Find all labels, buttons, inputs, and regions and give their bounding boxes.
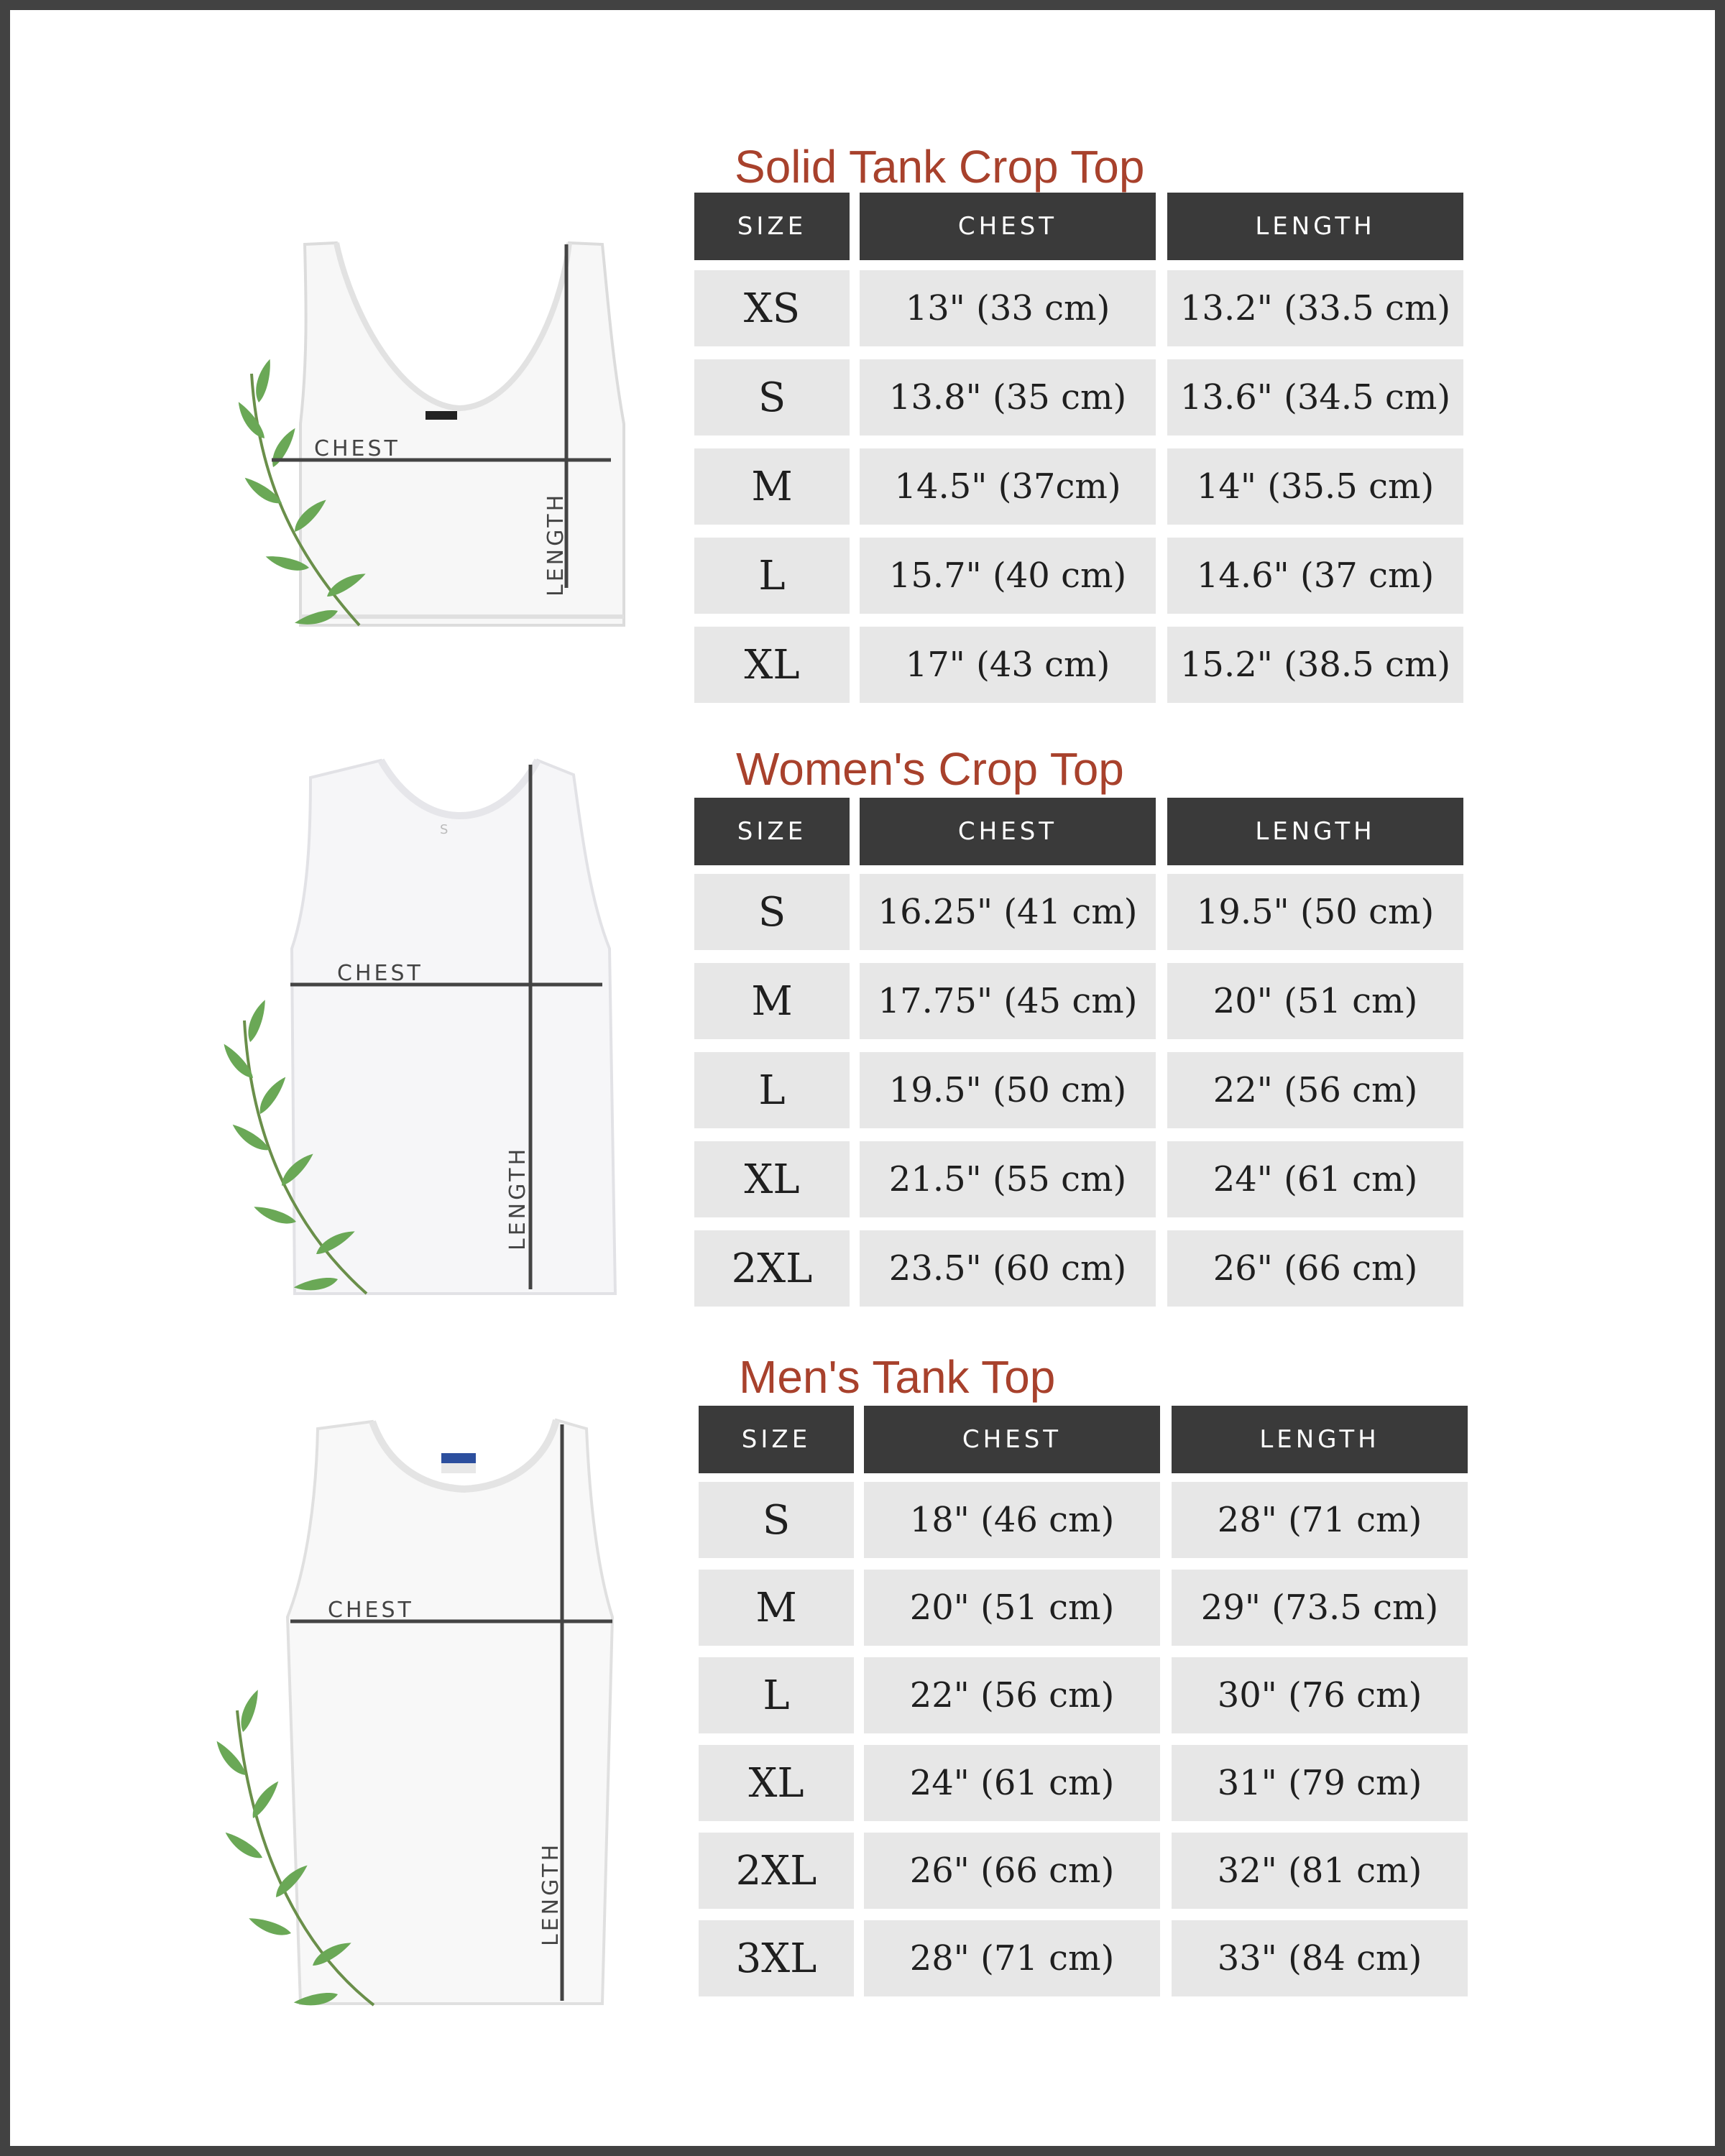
chest-cell: 28" (71 cm) (864, 1920, 1160, 1996)
header-size: SIZE (699, 1406, 854, 1473)
chest-cell: 24" (61 cm) (864, 1745, 1160, 1821)
header-chest: CHEST (860, 798, 1156, 865)
size-cell: 2XL (694, 1230, 850, 1307)
header-chest: CHEST (860, 193, 1156, 260)
chest-cell: 26" (66 cm) (864, 1833, 1160, 1909)
size-cell: S (694, 874, 850, 950)
header-length: LENGTH (1167, 798, 1463, 865)
length-cell: 24" (61 cm) (1167, 1141, 1463, 1217)
length-label: LENGTH (505, 1146, 530, 1250)
chest-cell: 20" (51 cm) (864, 1570, 1160, 1646)
table-title: Men's Tank Top (739, 1351, 1056, 1403)
length-cell: 29" (73.5 cm) (1172, 1570, 1468, 1646)
length-cell: 19.5" (50 cm) (1167, 874, 1463, 950)
chest-cell: 14.5" (37cm) (860, 448, 1156, 525)
size-cell: M (699, 1570, 854, 1646)
length-cell: 14" (35.5 cm) (1167, 448, 1463, 525)
length-cell: 20" (51 cm) (1167, 963, 1463, 1039)
length-label: LENGTH (538, 1841, 564, 1946)
header-chest: CHEST (864, 1406, 1160, 1473)
crop-tank-illustration (300, 243, 624, 625)
chest-cell: 13" (33 cm) (860, 270, 1156, 346)
chest-cell: 13.8" (35 cm) (860, 359, 1156, 436)
size-cell: S (699, 1482, 854, 1558)
length-cell: 31" (79 cm) (1172, 1745, 1468, 1821)
header-length: LENGTH (1167, 193, 1463, 260)
chest-cell: 23.5" (60 cm) (860, 1230, 1156, 1307)
header-size: SIZE (694, 798, 850, 865)
header-size: SIZE (694, 193, 850, 260)
crop-top-illustration (292, 760, 615, 1294)
length-cell: 13.2" (33.5 cm) (1167, 270, 1463, 346)
chest-cell: 22" (56 cm) (864, 1657, 1160, 1733)
size-cell: XL (694, 627, 850, 703)
chest-cell: 18" (46 cm) (864, 1482, 1160, 1558)
chest-label: CHEST (314, 436, 400, 461)
chest-cell: 17.75" (45 cm) (860, 963, 1156, 1039)
size-cell: 3XL (699, 1920, 854, 1996)
length-cell: 26" (66 cm) (1167, 1230, 1463, 1307)
size-cell: L (699, 1657, 854, 1733)
chest-label: CHEST (328, 1598, 414, 1623)
length-cell: 14.6" (37 cm) (1167, 538, 1463, 614)
size-cell: L (694, 538, 850, 614)
size-cell: XL (699, 1745, 854, 1821)
chest-cell: 21.5" (55 cm) (860, 1141, 1156, 1217)
length-cell: 13.6" (34.5 cm) (1167, 359, 1463, 436)
chest-cell: 19.5" (50 cm) (860, 1052, 1156, 1128)
header-length: LENGTH (1172, 1406, 1468, 1473)
size-cell: S (694, 359, 850, 436)
svg-text:S: S (440, 822, 448, 837)
size-cell: M (694, 963, 850, 1039)
chest-label: CHEST (337, 961, 423, 986)
length-label: LENGTH (543, 492, 569, 596)
length-cell: 32" (81 cm) (1172, 1833, 1468, 1909)
length-cell: 33" (84 cm) (1172, 1920, 1468, 1996)
length-cell: 15.2" (38.5 cm) (1167, 627, 1463, 703)
length-cell: 22" (56 cm) (1167, 1052, 1463, 1128)
length-cell: 30" (76 cm) (1172, 1657, 1468, 1733)
chest-cell: 16.25" (41 cm) (860, 874, 1156, 950)
chest-cell: 15.7" (40 cm) (860, 538, 1156, 614)
size-cell: L (694, 1052, 850, 1128)
table-title: Women's Crop Top (736, 743, 1124, 795)
length-cell: 28" (71 cm) (1172, 1482, 1468, 1558)
size-cell: XS (694, 270, 850, 346)
table-title: Solid Tank Crop Top (735, 141, 1145, 193)
size-cell: 2XL (699, 1833, 854, 1909)
size-cell: XL (694, 1141, 850, 1217)
size-cell: M (694, 448, 850, 525)
chest-cell: 17" (43 cm) (860, 627, 1156, 703)
